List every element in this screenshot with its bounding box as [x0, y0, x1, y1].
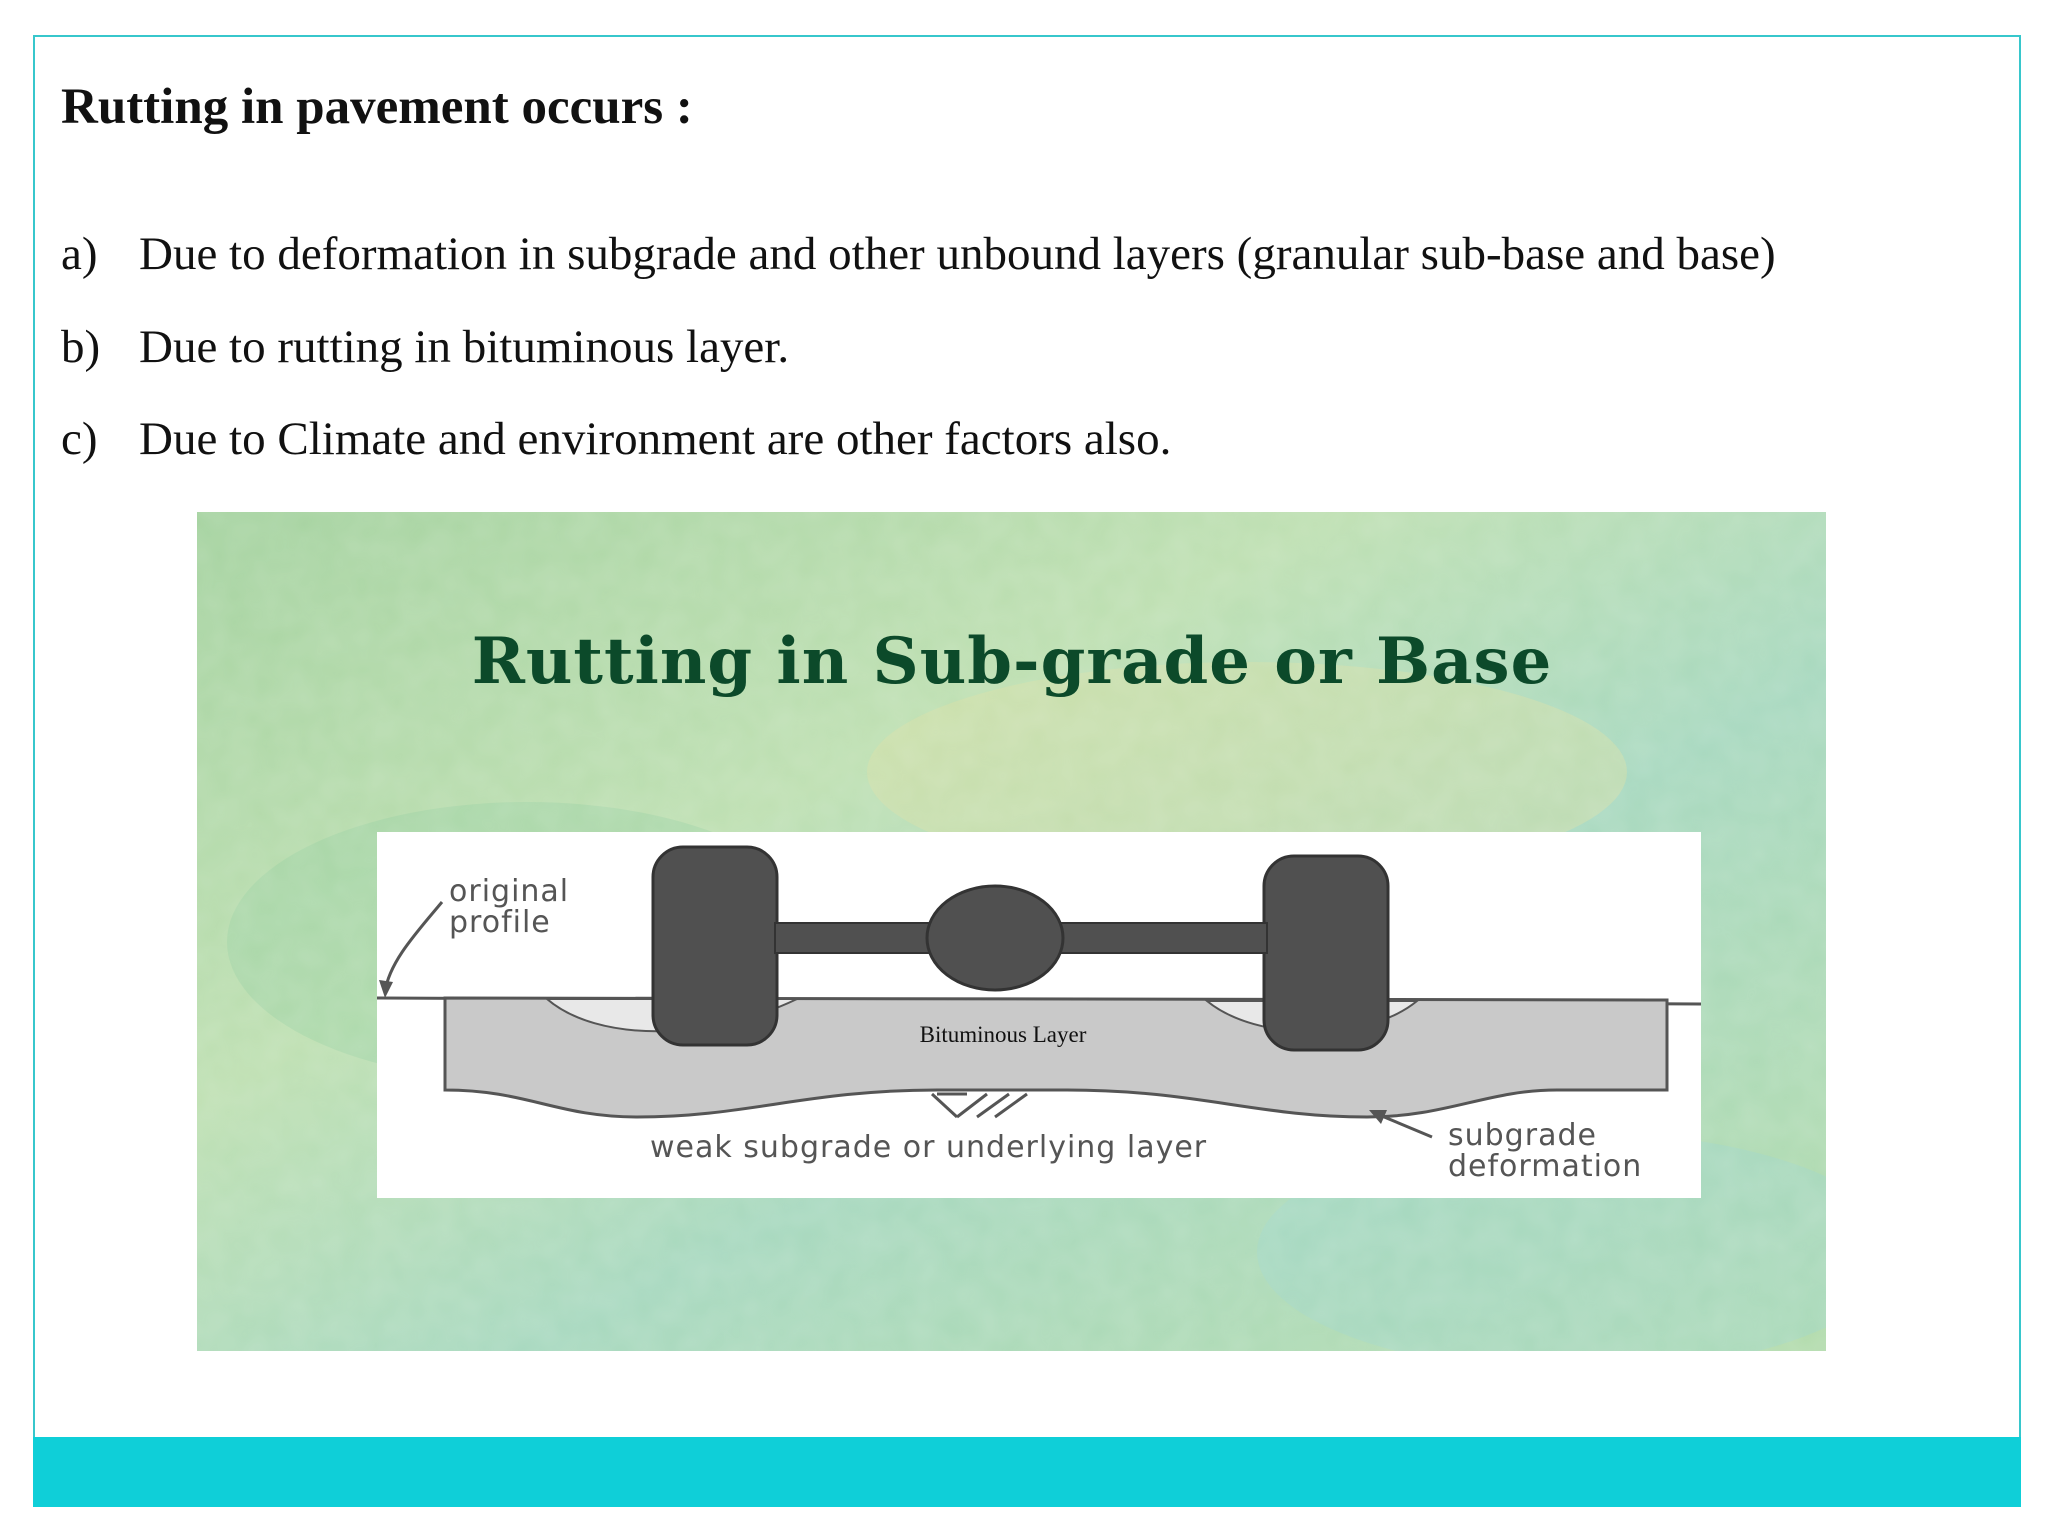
hatch-marks [932, 1094, 1027, 1117]
rutting-diagram [377, 832, 1701, 1198]
deformation-arrow [1377, 1114, 1432, 1137]
footer-accent-bar [33, 1437, 2021, 1507]
bullet-marker: c) [61, 413, 98, 465]
bullet-marker: a) [61, 228, 98, 280]
bullet-point-b [61, 317, 789, 377]
bullet-text: Due to rutting in bituminous layer. [139, 321, 790, 373]
label-line: profile [449, 905, 551, 940]
label-original-profile [449, 876, 569, 938]
right-tire [1264, 856, 1388, 1050]
left-tire [653, 847, 777, 1045]
label-weak-subgrade: weak subgrade or underlying layer [650, 1130, 1208, 1165]
rutting-figure [197, 512, 1826, 1351]
bullet-point-a [61, 224, 1776, 284]
differential [927, 886, 1063, 990]
label-line: original [449, 874, 570, 909]
label-line: subgrade [1448, 1118, 1597, 1153]
original-profile-arrow [385, 902, 442, 992]
bullet-text: Due to deformation in subgrade and other unbound layers (granular sub-base and base) [139, 228, 1776, 280]
bullet-point-c [61, 409, 1171, 469]
label-subgrade-deformation [1448, 1120, 1642, 1182]
bullet-text: Due to Climate and environment are other factors also. [139, 413, 1172, 465]
bullet-marker: b) [61, 321, 101, 373]
slide-title: Rutting in pavement occurs : [61, 79, 693, 135]
figure-title: Rutting in Sub-grade or Base [471, 624, 1553, 699]
label-bituminous-layer: Bituminous Layer [919, 1022, 1087, 1047]
label-line: deformation [1448, 1149, 1643, 1184]
